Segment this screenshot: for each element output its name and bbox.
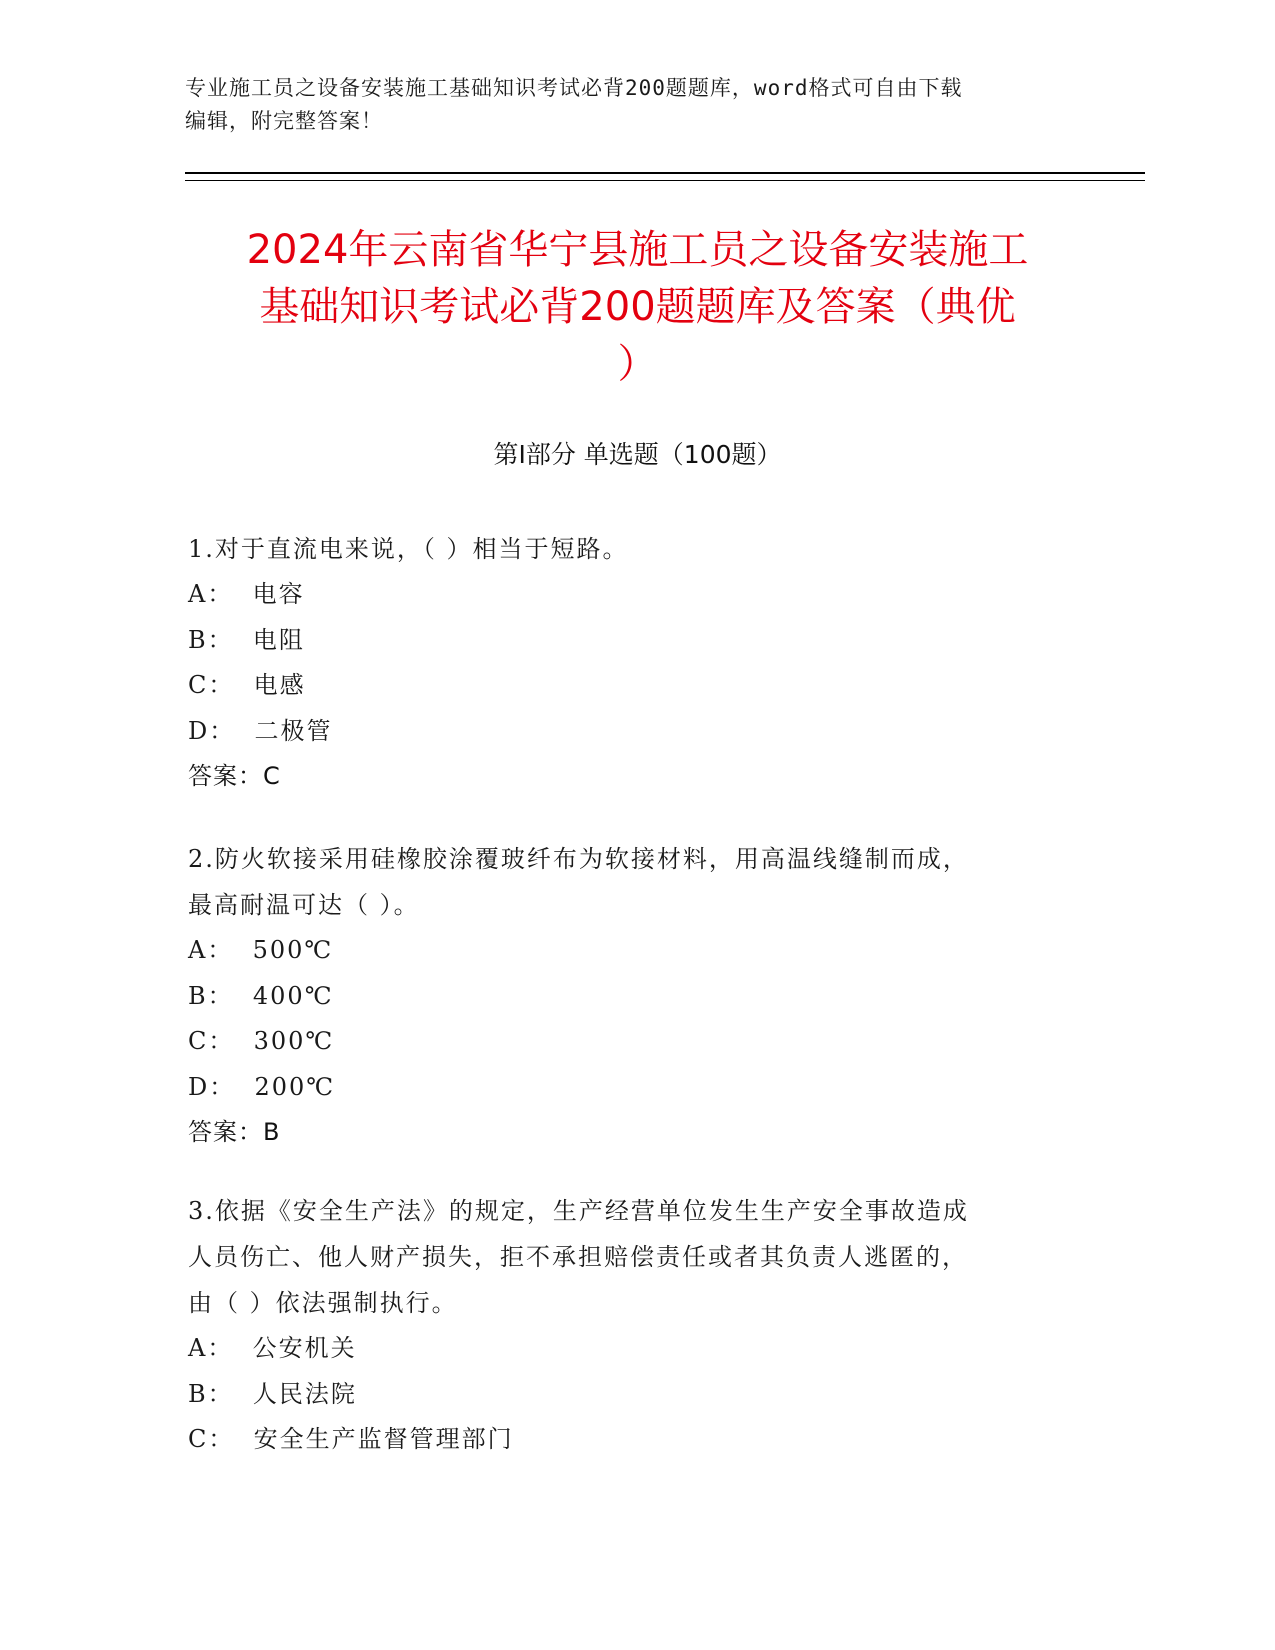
- header-note-line-2: 编辑，附完整答案！: [185, 109, 383, 133]
- option-a: A： 公安机关: [188, 1334, 357, 1362]
- question-stem-line-2: 最高耐温可达（ ）。: [188, 891, 420, 919]
- header-note: [185, 72, 1085, 138]
- header-note-line-1: 专业施工员之设备安装施工基础知识考试必背200题题库，word格式可自由下载: [185, 76, 963, 100]
- document-title-line-1: 2024年云南省华宁县施工员之设备安装施工: [246, 227, 1029, 273]
- header-divider-thin: [185, 180, 1145, 181]
- option-b: B： 电阻: [188, 625, 305, 654]
- option-c: C： 安全生产监督管理部门: [188, 1425, 514, 1453]
- option-a: A： 电容: [188, 580, 305, 608]
- document-title-line-3: ）: [617, 341, 658, 387]
- question-3: [188, 1188, 1058, 1463]
- question-2: [188, 836, 1058, 1155]
- section-title: 第Ⅰ部分 单选题（100题）: [493, 440, 782, 469]
- option-b: B： 人民法院: [188, 1379, 357, 1408]
- question-stem-line-1: 2.防火软接采用硅橡胶涂覆玻纤布为软接材料，用高温线缝制而成，: [188, 845, 969, 873]
- answer: 答案：B: [188, 1118, 281, 1146]
- question-stem-line-3: 由（ ）依法强制执行。: [188, 1289, 458, 1317]
- question-1: [188, 526, 1058, 799]
- option-c: C： 300℃: [188, 1027, 335, 1055]
- answer: 答案：C: [188, 762, 281, 790]
- document-title-line-2: 基础知识考试必背200题题库及答案（典优: [259, 284, 1016, 330]
- question-stem-line-2: 人员伤亡、他人财产损失，拒不承担赔偿责任或者其负责人逃匿的，: [188, 1243, 968, 1271]
- option-b: B： 400℃: [188, 981, 334, 1010]
- option-d: D： 200℃: [188, 1072, 336, 1101]
- question-stem-line-1: 3.依据《安全生产法》的规定，生产经营单位发生生产安全事故造成: [188, 1197, 969, 1225]
- header-divider-thick: [185, 172, 1145, 174]
- question-stem: 1.对于直流电来说，（ ）相当于短路。: [188, 535, 629, 563]
- option-d: D： 二极管: [188, 716, 333, 745]
- option-c: C： 电感: [188, 671, 306, 699]
- document-title: [150, 222, 1125, 393]
- option-a: A： 500℃: [188, 936, 334, 964]
